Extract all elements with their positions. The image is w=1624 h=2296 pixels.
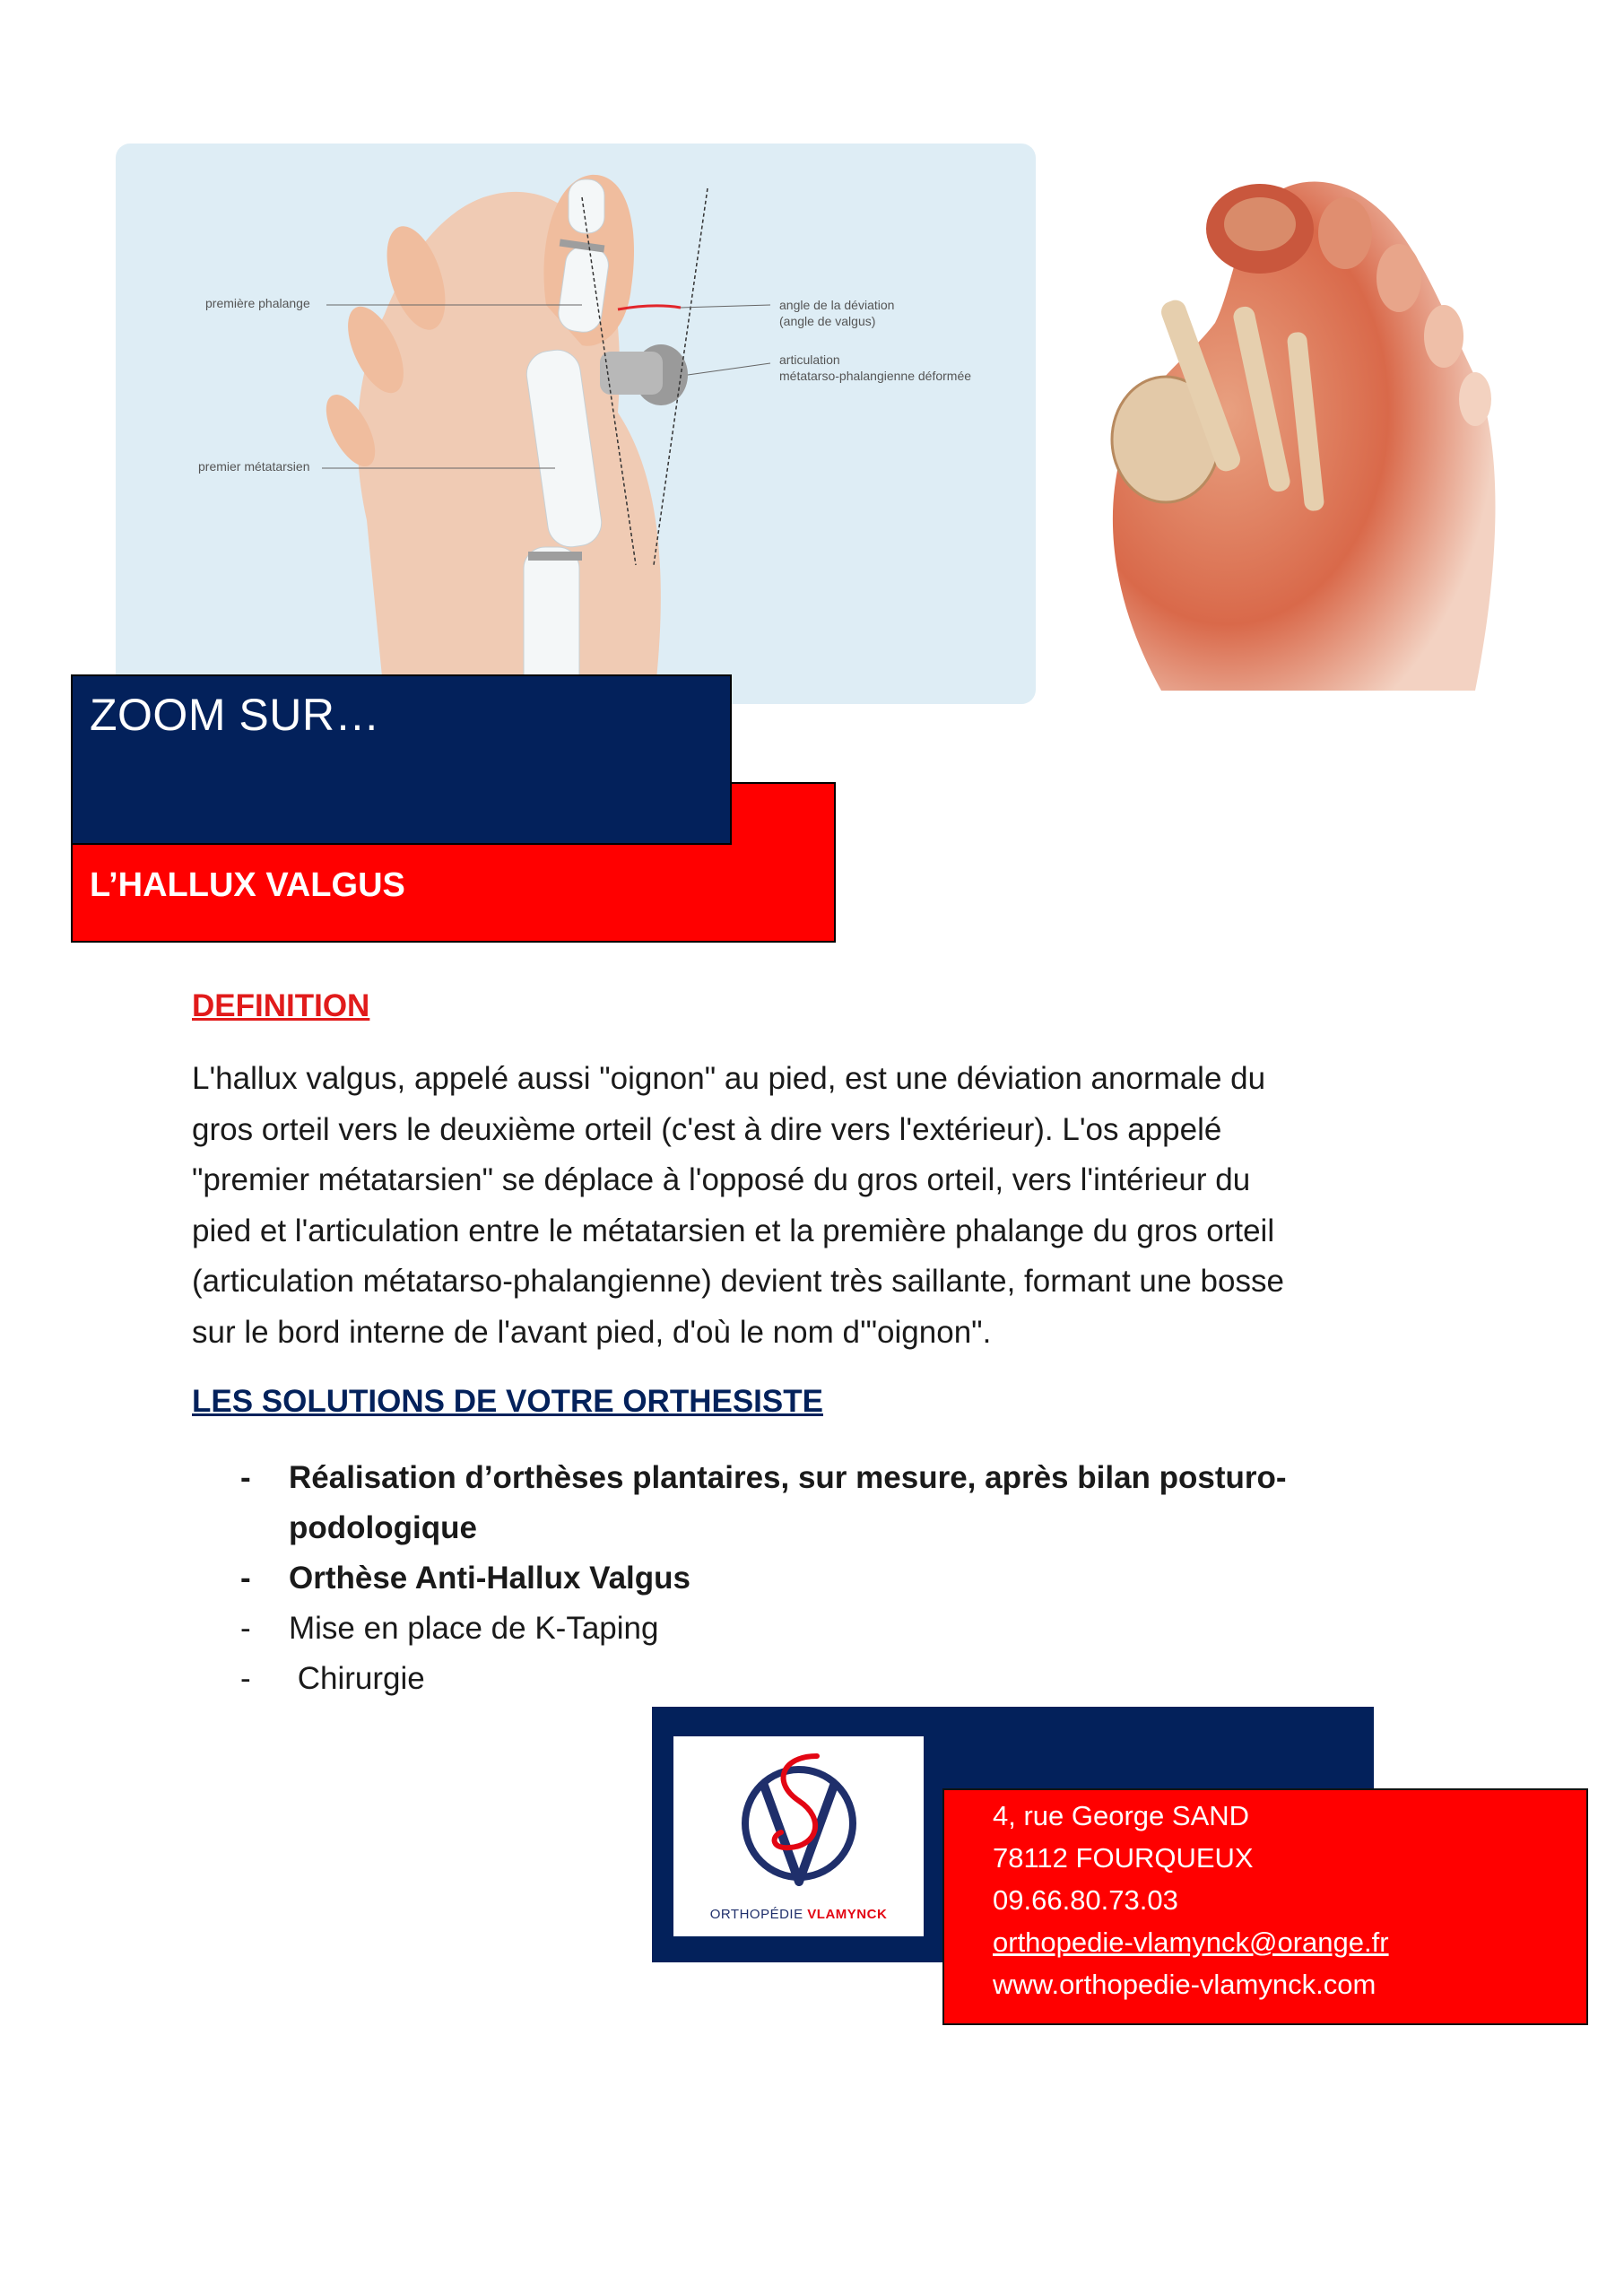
logo-text-vlamynck: VLAMYNCK [807,1907,888,1922]
foot-bunion-illustration [1081,144,1511,700]
definition-line: L'hallux valgus, appelé aussi "oignon" au pied, est une déviation anormale du [192,1061,1266,1096]
vlamynck-logo-icon [718,1747,880,1900]
zoom-heading: ZOOM SUR… [90,690,380,740]
label-articulation-line1: articulation [779,352,840,367]
foot-skeleton-illustration [116,144,1036,704]
definition-line: "premier métatarsien" se déplace à l'opposé du gros orteil, vers l'intérieur du [192,1162,1251,1197]
logo-wordmark [673,1907,924,1922]
contact-email-link[interactable]: orthopedie-vlamynck@orange.fr [993,1926,1389,1958]
label-articulation-line2: métatarso-phalangienne déformée [779,369,972,383]
contact-city: 78112 FOURQUEUX [993,1842,1254,1874]
solution-item: - Chirurgie [233,1654,1399,1704]
hallux-valgus-diagram [116,144,1036,704]
label-premiere-phalange: première phalange [205,296,310,310]
solution-item: - Réalisation d’orthèses plantaires, sur mesure, après bilan posturo-podologique [233,1453,1392,1553]
definition-line: sur le bord interne de l'avant pied, d'où le nom d'"oignon". [192,1314,992,1350]
label-premier-metatarsien: premier métatarsien [198,459,310,474]
definition-line: gros orteil vers le deuxième orteil (c'est à dire vers l'extérieur). L'os appelé [192,1111,1222,1147]
definition-line: pied et l'articulation entre le métatarsien et la première phalange du gros orteil [192,1213,1275,1248]
logo-text-orthopedie: ORTHOPÉDIE [709,1907,808,1922]
definition-line: (articulation métatarso-phalangienne) devient très saillante, formant une bosse [192,1264,1284,1299]
solutions-list [233,1453,1399,1704]
definition-heading: DEFINITION [192,988,370,1023]
contact-website-link[interactable]: www.orthopedie-vlamynck.com [993,1969,1376,2000]
label-angle-line2: (angle de valgus) [779,314,876,328]
solution-item: - Orthèse Anti-Hallux Valgus [233,1553,1399,1604]
solutions-heading: LES SOLUTIONS DE VOTRE ORTHESISTE [192,1384,823,1419]
company-logo [673,1736,924,1936]
solution-item: - Mise en place de K-Taping [233,1604,1399,1654]
contact-address: 4, rue George SAND [993,1800,1250,1831]
label-angle-line1: angle de la déviation [779,298,895,312]
contact-phone[interactable]: 09.66.80.73.03 [993,1884,1178,1916]
definition-text [192,1054,1447,1358]
page-title: L’HALLUX VALGUS [90,866,405,904]
